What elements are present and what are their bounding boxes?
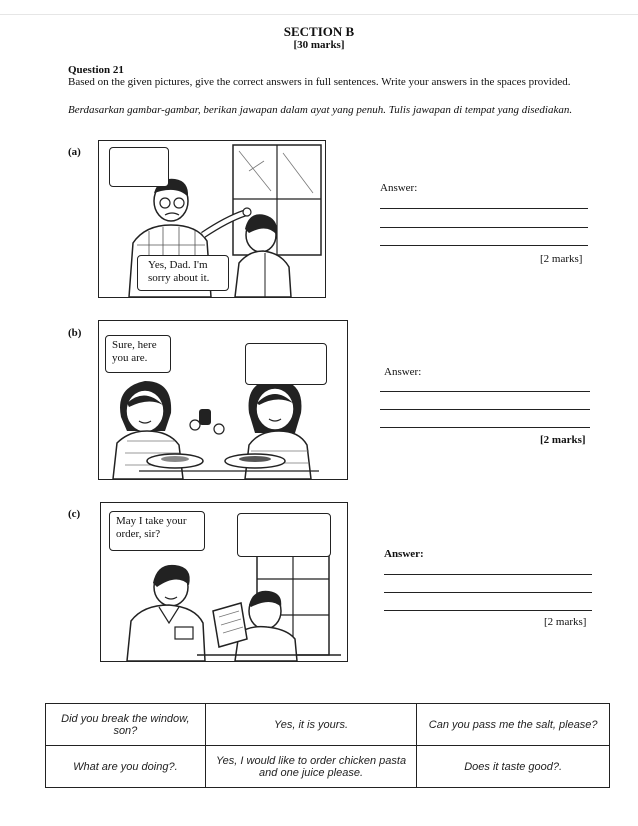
part-c-answer-line <box>384 610 592 611</box>
top-divider <box>0 14 638 15</box>
instruction-malay: Berdasarkan gambar-gambar, berikan jawapan dalam ayat yang penuh. Tulis jawapan di tempat yang disediakan. <box>68 104 573 116</box>
part-a-marks: [2 marks] <box>540 253 583 265</box>
table-cell: Did you break the window, son? <box>46 704 206 746</box>
part-a-answer-line <box>380 245 588 246</box>
part-b-answer-label: Answer: <box>384 366 422 378</box>
table-cell: What are you doing?. <box>46 746 206 788</box>
part-c-answer-line <box>384 592 592 593</box>
question-title: Question 21 <box>68 64 124 76</box>
part-c-picture <box>100 502 348 662</box>
section-marks: [30 marks] <box>293 39 345 51</box>
table-cell: Yes, it is yours. <box>205 704 417 746</box>
table-row <box>46 704 610 746</box>
part-a-picture <box>98 140 326 298</box>
part-a-empty-bubble <box>109 147 169 187</box>
part-b-picture <box>98 320 348 480</box>
table-cell: Does it taste good?. <box>417 746 610 788</box>
part-b-speech-bubble: Sure, here you are. <box>105 335 171 373</box>
part-c-answer-line <box>384 574 592 575</box>
part-a-speech-bubble: Yes, Dad. I'm sorry about it. <box>137 255 229 291</box>
table-cell: Yes, I would like to order chicken pasta and one juice please. <box>205 746 417 788</box>
part-c-label: (c) <box>68 508 81 520</box>
part-b-label: (b) <box>68 327 82 339</box>
part-a-label: (a) <box>68 146 81 158</box>
part-a-answer-line <box>380 208 588 209</box>
part-a-answer-line <box>380 227 588 228</box>
part-c-marks: [2 marks] <box>544 616 587 628</box>
part-c-empty-bubble <box>237 513 331 557</box>
part-b-marks: [2 marks] <box>540 434 586 446</box>
section-title: SECTION B <box>283 24 355 39</box>
part-c-answer-label: Answer: <box>384 548 424 560</box>
instruction-english: Based on the given pictures, give the correct answers in full sentences. Write your answers in the spaces provided. <box>68 76 571 88</box>
part-b-empty-bubble <box>245 343 327 385</box>
part-c-speech-bubble: May I take your order, sir? <box>109 511 205 551</box>
answer-options-table <box>45 703 610 788</box>
part-b-answer-line <box>380 427 590 428</box>
part-b-answer-line <box>380 409 590 410</box>
table-cell: Can you pass me the salt, please? <box>417 704 610 746</box>
table-row <box>46 746 610 788</box>
part-a-answer-label: Answer: <box>380 182 418 194</box>
part-b-answer-line <box>380 391 590 392</box>
